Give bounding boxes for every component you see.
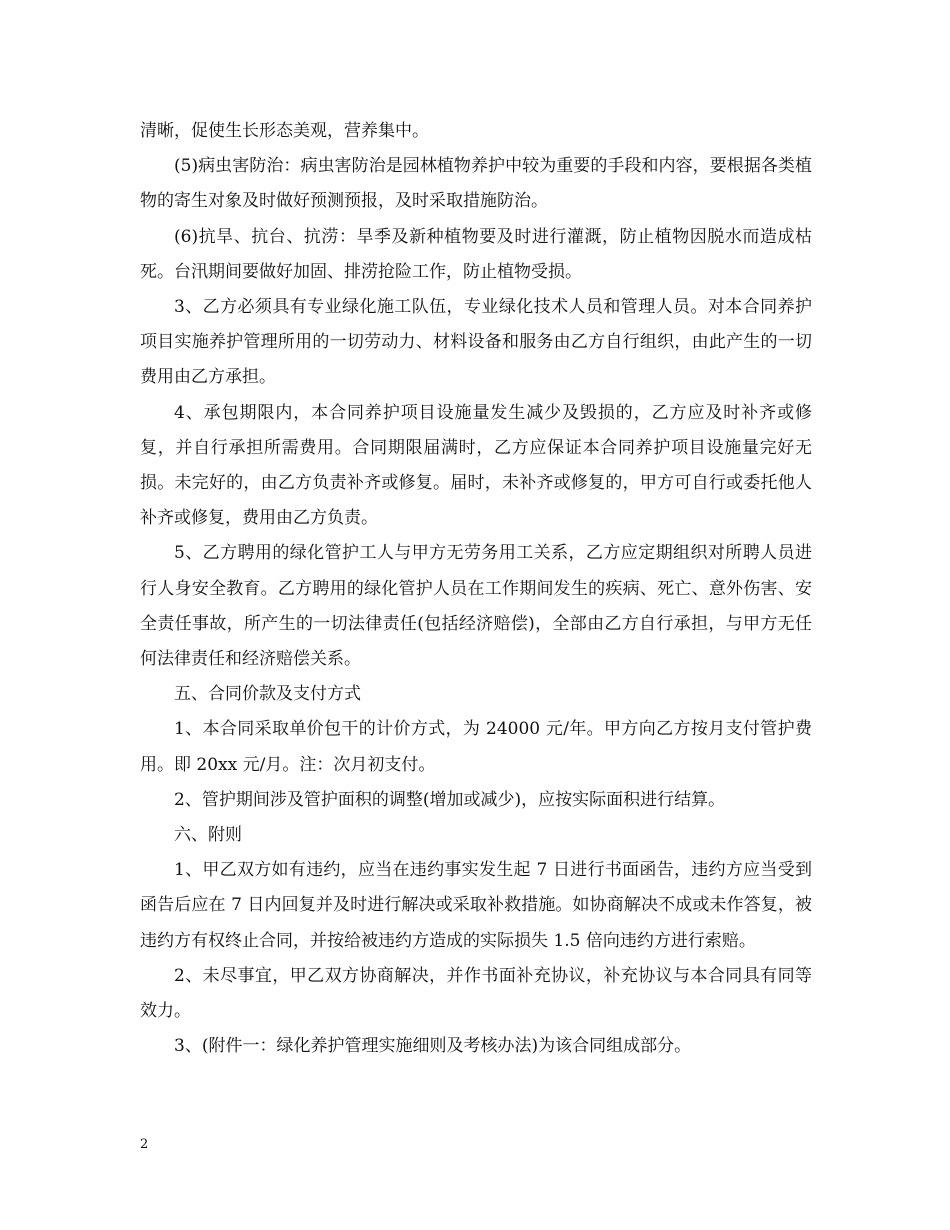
paragraph: 3、乙方必须具有专业绿化施工队伍，专业绿化技术人员和管理人员。对本合同养护项目实施养护管理所用的一切劳动力、材料设备和服务由乙方自行组织，由此产生的一切费用由乙方承担。 [140,297,812,388]
paragraph: 3、(附件一：绿化养护管理实施细则及考核办法)为该合同组成部分。 [174,1036,692,1057]
paragraph: 2、未尽事宜，甲乙双方协商解决，并作书面补充协议，补充协议与本合同具有同等效力。 [140,965,812,1022]
paragraph: 2、管护期间涉及管护面积的调整(增加或减少)，应按实际面积进行结算。 [174,789,726,810]
paragraph: 清晰，促使生长形态美观，营养集中。 [140,121,429,141]
paragraph: (6)抗旱、抗台、抗涝：旱季及新种植物要及时进行灌溉，防止植物因脱水而造成枯死。台汛期间要做好加固、排涝抢险工作，防止植物受损。 [140,226,812,282]
paragraph: 1、本合同采取单价包干的计价方式，为 24000 元/年。甲方向乙方按月支付管护费用。即 20xx 元/月。注：次月初支付。 [140,719,812,775]
paragraph: (5)病虫害防治：病虫害防治是园林植物养护中较为重要的手段和内容，要根据各类植物的寄生对象及时做好预测预报，及时采取措施防治。 [140,156,812,212]
section-heading: 五、合同价款及支付方式 [174,684,361,705]
section-heading: 六、附则 [174,825,242,846]
document-body [140,114,812,1064]
paragraph: 5、乙方聘用的绿化管护工人与甲方无劳务用工关系，乙方应定期组织对所聘人员进行人身安全教育。乙方聘用的绿化管护人员在工作期间发生的疾病、死亡、意外伤害、安全责任事故，所产生的一切法律责任(包括经济赔偿)，全部由乙方自行承担，与甲方无任何法律责任和经济赔偿关系。 [140,543,812,670]
paragraph: 4、承包期限内，本合同养护项目设施量发生减少及毁损的，乙方应及时补齐或修复，并自行承担所需费用。合同期限届满时，乙方应保证本合同养护项目设施量完好无损。未完好的，由乙方负责补齐或修复。届时，未补齐或修复的，甲方可自行或委托他人补齐或修复，费用由乙方负责。 [140,402,812,529]
page-number: 2 [140,1137,149,1152]
paragraph: 1、甲乙双方如有违约，应当在违约事实发生起 7 日进行书面函告，违约方应当受到函告后应在 7 日内回复并及时进行解决或采取补救措施。如协商解决不成或未作答复，被违约方有权终止合同，并按给被违约方造成的实际损失 1.5 倍向违约方进行索赔。 [140,860,812,951]
